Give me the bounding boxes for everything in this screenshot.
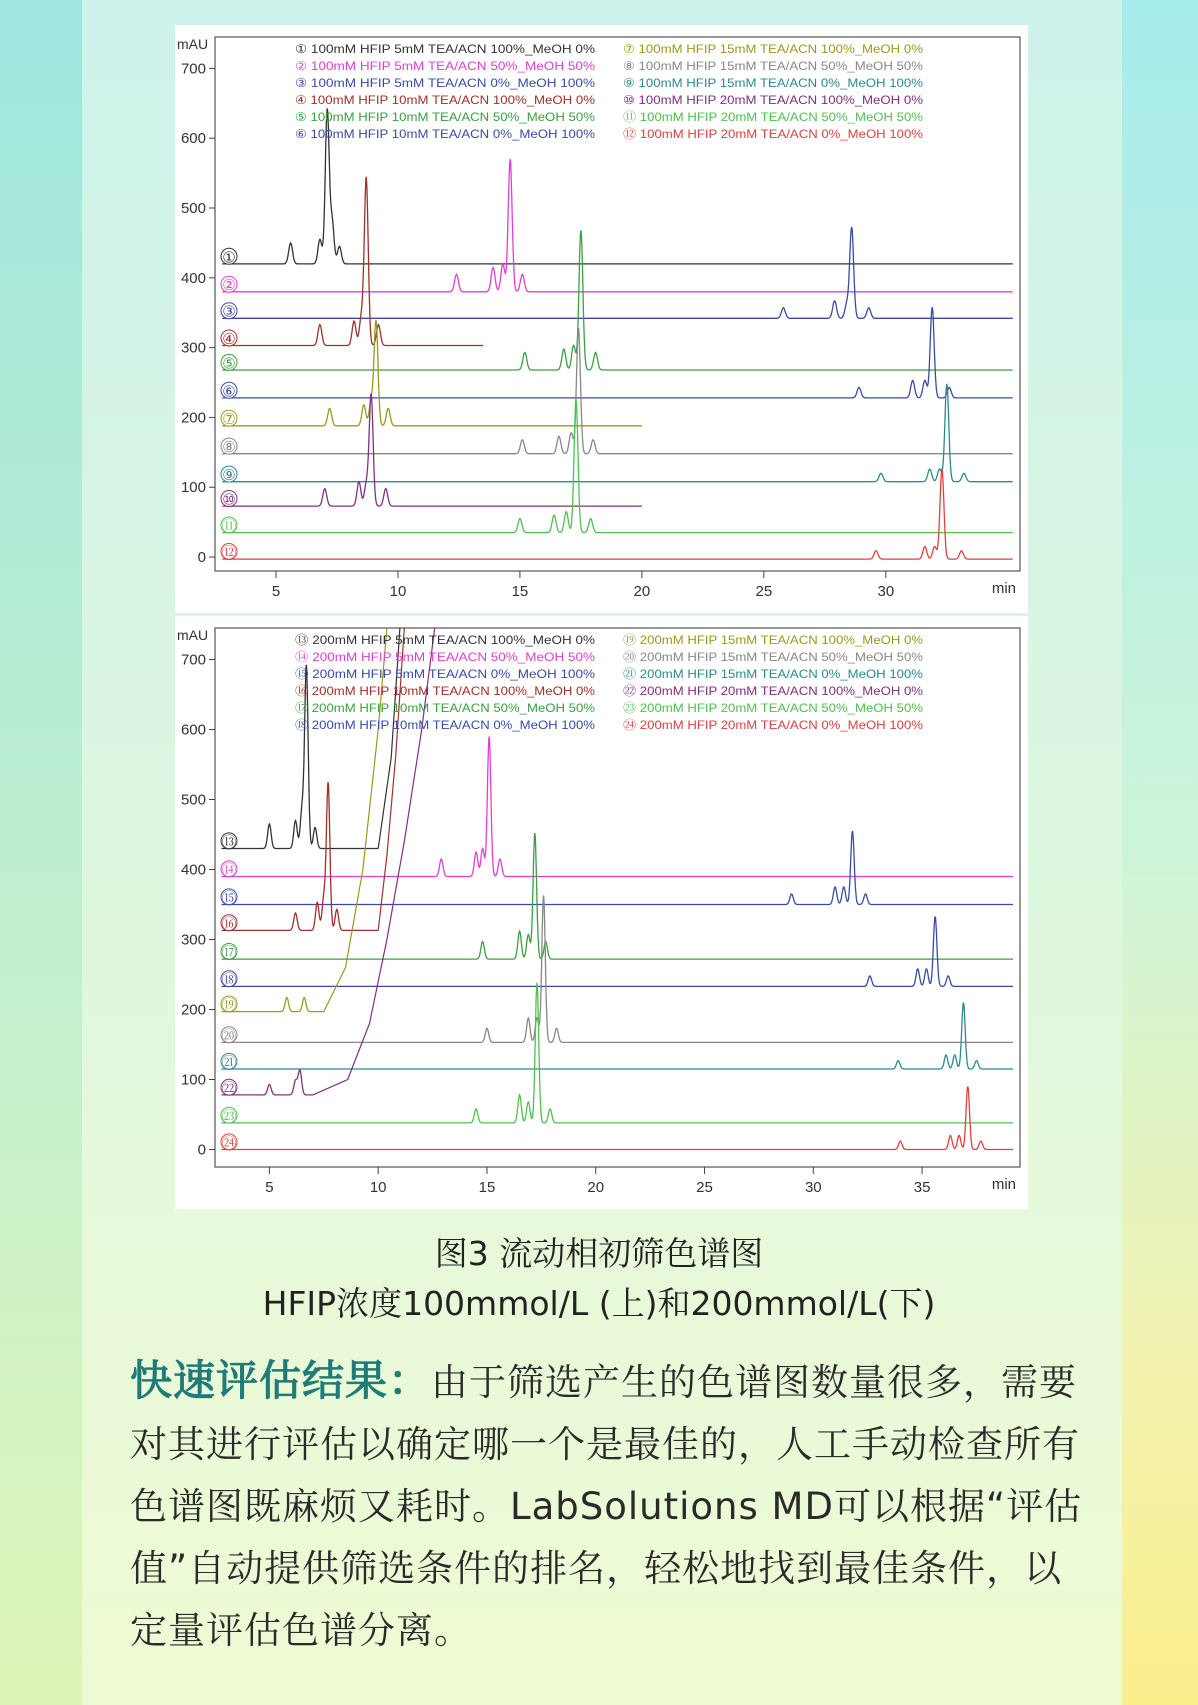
legend-label: ⑫ 100mM HFIP 20mM TEA/ACN 0%_MeOH 100% xyxy=(623,127,924,141)
x-tick-label: 10 xyxy=(369,1179,387,1196)
y-tick-label: 700 xyxy=(180,60,206,78)
trace-marker-label: ㉓ xyxy=(221,1107,237,1126)
x-tick-label: 20 xyxy=(633,583,651,600)
legend-entry xyxy=(295,110,595,124)
legend-label: ⑳ 200mM HFIP 15mM TEA/ACN 50%_MeOH 50% xyxy=(623,650,924,664)
x-tick-label: 15 xyxy=(478,1179,496,1196)
legend-label: ⑩ 100mM HFIP 20mM TEA/ACN 100%_MeOH 0% xyxy=(623,93,924,107)
trace-marker-label: ⑲ xyxy=(221,996,237,1014)
trace-marker-label: ⑦ xyxy=(222,410,236,429)
y-tick-label: 700 xyxy=(180,651,206,669)
legend-label: ⑨ 100mM HFIP 15mM TEA/ACN 0%_MeOH 100% xyxy=(623,76,924,90)
y-tick-label: 500 xyxy=(180,200,206,218)
x-tick-label: 10 xyxy=(389,583,407,600)
right-border xyxy=(1122,0,1198,1705)
legend-entry xyxy=(623,110,923,124)
legend-label: ㉑ 200mM HFIP 15mM TEA/ACN 0%_MeOH 100% xyxy=(623,667,924,681)
trace-marker-label: ⑪ xyxy=(221,517,237,536)
y-tick-label: 200 xyxy=(180,1001,206,1019)
legend-entry xyxy=(623,76,923,90)
legend-label: ⑤ 100mM HFIP 10mM TEA/ACN 50%_MeOH 50% xyxy=(295,110,596,124)
y-tick-label: 600 xyxy=(180,130,206,148)
summary-paragraph xyxy=(130,1350,1090,1662)
summary-text: 由于筛选产生的色谱图数量很多，需要对其进行评估以确定哪一个是最佳的，人工手动检查所有色谱图既麻烦又耗时。LabSolutions MD可以根据“评估值”自动提供筛选条件的排名，轻松地找到最佳条件，以定量评估色谱分离。 xyxy=(130,1361,1083,1652)
legend-entry xyxy=(623,667,923,681)
x-tick-label: 20 xyxy=(587,1179,605,1196)
legend-label: ⑭ 200mM HFIP 5mM TEA/ACN 50%_MeOH 50% xyxy=(295,650,596,664)
legend-label: ⑱ 200mM HFIP 10mM TEA/ACN 0%_MeOH 100% xyxy=(295,718,596,732)
y-tick-label: 400 xyxy=(180,269,206,287)
y-axis-label: mAU xyxy=(177,36,209,52)
legend-entry xyxy=(623,650,923,664)
legend-label: ⑥ 100mM HFIP 10mM TEA/ACN 0%_MeOH 100% xyxy=(295,127,596,141)
trace-marker-label: ⑥ xyxy=(222,382,236,401)
legend-label: ① 100mM HFIP 5mM TEA/ACN 100%_MeOH 0% xyxy=(295,42,596,56)
legend-entry xyxy=(295,718,595,732)
y-tick-label: 400 xyxy=(180,861,206,879)
chromatogram-top xyxy=(175,25,1028,613)
x-axis-label: min xyxy=(991,580,1016,597)
legend-label: ⑪ 100mM HFIP 20mM TEA/ACN 50%_MeOH 50% xyxy=(623,110,924,124)
figure-caption-line1: 图3 流动相初筛色谱图 xyxy=(434,1234,764,1273)
y-tick-label: 200 xyxy=(180,409,206,427)
chromatogram-bottom xyxy=(175,616,1028,1209)
legend-entry xyxy=(623,59,923,73)
x-tick-label: 30 xyxy=(877,583,895,600)
legend-label: ⑯ 200mM HFIP 10mM TEA/ACN 100%_MeOH 0% xyxy=(295,684,596,698)
legend-label: ③ 100mM HFIP 5mM TEA/ACN 0%_MeOH 100% xyxy=(295,76,596,90)
x-tick-label: 5 xyxy=(265,1179,274,1196)
y-tick-label: 500 xyxy=(180,791,206,809)
trace-marker-label: ⑭ xyxy=(221,860,237,879)
legend-label: ② 100mM HFIP 5mM TEA/ACN 50%_MeOH 50% xyxy=(295,59,596,73)
legend-label: ④ 100mM HFIP 10mM TEA/ACN 100%_MeOH 0% xyxy=(295,93,596,107)
x-tick-label: 15 xyxy=(511,583,529,600)
legend-entry xyxy=(623,684,923,698)
left-border xyxy=(0,0,82,1705)
trace-marker-label: ② xyxy=(222,276,236,295)
figure-caption-line2: HFIP浓度100mmol/L (上)和200mmol/L(下) xyxy=(262,1284,936,1323)
trace-marker-label: ㉑ xyxy=(221,1053,237,1072)
trace-marker-label: ③ xyxy=(222,302,236,321)
legend-entry xyxy=(295,93,595,107)
y-axis-label: mAU xyxy=(177,627,209,643)
legend-entry xyxy=(295,76,595,90)
summary-title: 快速评估结果： xyxy=(130,1356,432,1405)
legend-entry xyxy=(623,93,923,107)
legend-entry xyxy=(623,701,923,715)
trace-marker-label: ⑬ xyxy=(221,832,237,851)
legend-label: ㉒ 200mM HFIP 20mM TEA/ACN 100%_MeOH 0% xyxy=(623,684,924,698)
legend-label: ⑲ 200mM HFIP 15mM TEA/ACN 100%_MeOH 0% xyxy=(623,633,924,647)
legend-label: ㉓ 200mM HFIP 20mM TEA/ACN 50%_MeOH 50% xyxy=(623,701,924,715)
legend-label: ⑦ 100mM HFIP 15mM TEA/ACN 100%_MeOH 0% xyxy=(623,42,924,56)
legend-entry xyxy=(623,718,923,732)
trace-marker-label: ⑤ xyxy=(222,354,236,373)
y-tick-label: 100 xyxy=(180,1071,206,1089)
x-axis-label: min xyxy=(991,1176,1016,1193)
legend-entry xyxy=(623,42,923,56)
legend-label: ⑬ 200mM HFIP 5mM TEA/ACN 100%_MeOH 0% xyxy=(295,633,596,647)
trace-marker-label: ⑮ xyxy=(221,888,237,907)
y-tick-label: 600 xyxy=(180,721,206,739)
x-tick-label: 30 xyxy=(804,1179,822,1196)
legend-entry xyxy=(295,684,595,698)
trace-marker-label: ⑫ xyxy=(221,543,237,562)
y-tick-label: 300 xyxy=(180,339,206,357)
y-tick-label: 0 xyxy=(197,1141,206,1159)
trace-marker-label: ㉒ xyxy=(221,1079,237,1098)
legend-label: ⑧ 100mM HFIP 15mM TEA/ACN 50%_MeOH 50% xyxy=(623,59,924,73)
trace-marker-label: ① xyxy=(222,248,236,267)
legend-label: ㉔ 200mM HFIP 20mM TEA/ACN 0%_MeOH 100% xyxy=(623,718,924,732)
legend-entry xyxy=(295,127,595,141)
legend-entry xyxy=(295,650,595,664)
legend-entry xyxy=(295,59,595,73)
trace-marker-label: ㉔ xyxy=(221,1133,237,1152)
x-tick-label: 25 xyxy=(696,1179,713,1196)
legend-entry xyxy=(295,701,595,715)
legend-label: ⑰ 200mM HFIP 10mM TEA/ACN 50%_MeOH 50% xyxy=(295,701,596,715)
legend-entry xyxy=(623,127,923,141)
trace-marker-label: ⑧ xyxy=(222,438,236,457)
x-tick-label: 25 xyxy=(755,583,773,600)
trace-marker-label: ④ xyxy=(222,329,236,348)
x-tick-label: 35 xyxy=(913,1179,931,1196)
legend-entry xyxy=(295,633,595,647)
trace-marker-label: ⑨ xyxy=(222,466,236,485)
legend-entry xyxy=(623,633,923,647)
y-tick-label: 300 xyxy=(180,931,206,949)
legend-label: ⑮ 200mM HFIP 5mM TEA/ACN 0%_MeOH 100% xyxy=(295,667,596,681)
trace-marker-label: ⑰ xyxy=(221,943,237,962)
legend-entry xyxy=(295,667,595,681)
trace-marker-label: ⑯ xyxy=(221,914,237,933)
legend-entry xyxy=(295,42,595,56)
y-tick-label: 0 xyxy=(197,549,206,567)
trace-marker-label: ⑩ xyxy=(222,490,236,509)
y-tick-label: 100 xyxy=(180,479,206,497)
x-tick-label: 5 xyxy=(271,583,281,600)
trace-marker-label: ⑱ xyxy=(221,970,237,989)
trace-marker-label: ⑳ xyxy=(221,1026,237,1045)
